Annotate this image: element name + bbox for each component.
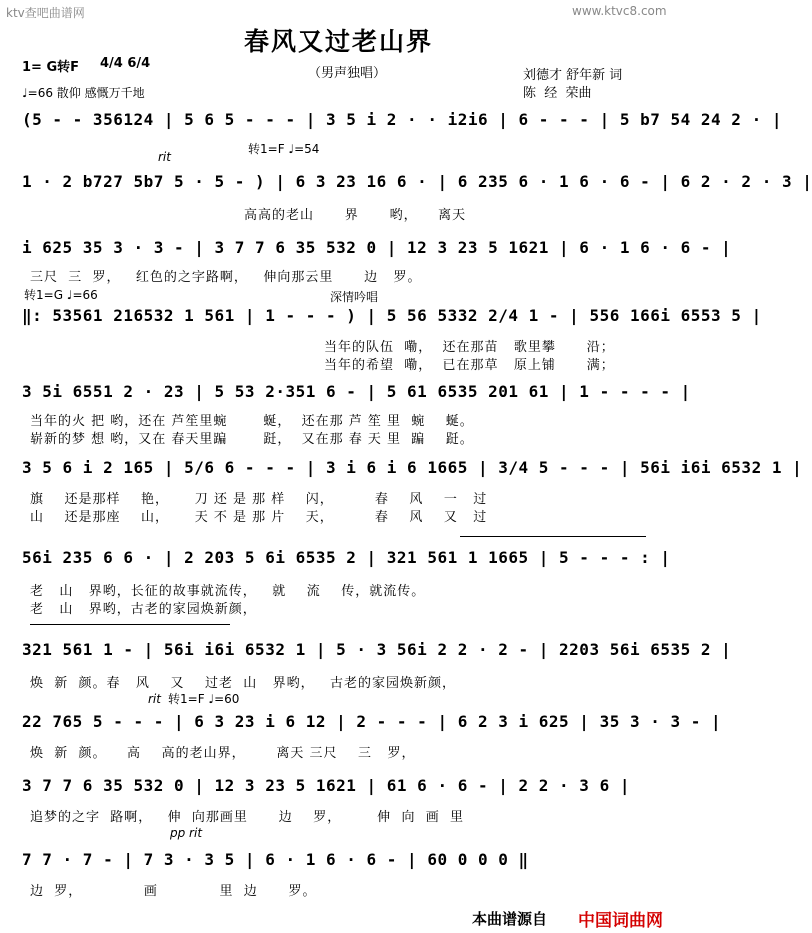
- pp-rit-mark: pp rit: [170, 826, 203, 840]
- lyric-row-10: 老 山 界哟，古老的家园焕新颜，: [30, 602, 257, 617]
- notation-row-10: 3 7 7 6 35 532 0 | 12 3 23 5 1621 | 61 6 · 6 - | 2 2 · 3 6 |: [22, 776, 630, 795]
- lyric-row-2: 三尺 三 罗， 红色的之字路啊， 伸向那云里 边 罗。: [30, 270, 422, 285]
- lyric-row-8: 山 还是那座 山， 天 不 是 那 片 天， 春 风 又 过: [30, 510, 488, 525]
- lyric-row-3: 当年的队伍 嘞， 还在那苗 歌里攀 沿；: [324, 340, 615, 355]
- lyric-row-5: 当年的火 把 哟，还在 芦笙里蜿 蜒， 还在那 芦 笙 里 蜿 蜒。: [30, 414, 474, 429]
- source-label: 本曲谱源自: [472, 910, 548, 928]
- lyric-row-7: 旗 还是那样 艳， 刀 还 是 那 样 闪， 春 风 一 过: [30, 492, 488, 507]
- notation-row-11: 7 7 · 7 - | 7 3 · 3 5 | 6 · 1 6 · 6 - | 60 0 0 0 ‖: [22, 850, 529, 869]
- expression-mark: 深情吟唱: [330, 290, 379, 304]
- site-right-watermark: www.ktvc8.com: [572, 4, 667, 18]
- key-change-3: 转1=F ♩=60: [168, 692, 240, 706]
- key-signature: 1= G转F: [22, 60, 80, 75]
- lyric-row-12: 焕 新 颜。 高 高的老山界， 离天 三尺 三 罗，: [30, 746, 416, 761]
- notation-row-6: 3 5 6 i 2 165 | 5/6 6 - - - | 3 i 6 i 6 1665 | 3/4 5 - - - | 56i i6i 6532 1 |: [22, 458, 803, 477]
- notation-row-8: 321 561 1 - | 56i i6i 6532 1 | 5 · 3 56i 2 2 · 2 - | 2203 56i 6535 2 |: [22, 640, 732, 659]
- rit-mark-1: rit: [158, 150, 171, 164]
- notation-row-5: 3 5i 6551 2 · 23 | 5 53 2·351 6 - | 5 61 6535 201 61 | 1 - - - - |: [22, 382, 691, 401]
- song-title: 春风又过老山界: [243, 27, 433, 56]
- volta-2-line: [30, 624, 230, 625]
- lyric-row-6: 崭新的梦 想 哟，又在 春天里蹁 跹， 又在那 春 天 里 蹁 跹。: [30, 432, 474, 447]
- lyric-row-13: 追梦的之字 路啊， 伸 向那画里 边 罗， 伸 向 画 里: [30, 810, 464, 825]
- key-change-2: 转1=G ♩=66: [24, 288, 98, 302]
- notation-row-9: 22 765 5 - - - | 6 3 23 i 6 12 | 2 - - - | 6 2 3 i 625 | 35 3 · 3 - |: [22, 712, 722, 731]
- composer-credit: 陈 经 荣曲: [523, 86, 592, 101]
- notation-row-4: ‖: 53561 216532 1 561 | 1 - - - ) | 5 56 5332 2/4 1 - | 556 166i 6553 5 |: [22, 306, 762, 325]
- tempo-marking: ♩=66 散仰 感慨万千地: [22, 86, 145, 100]
- key-change-1: 转1=F ♩=54: [248, 142, 320, 156]
- site-left-watermark: ktv查吧曲谱网: [6, 6, 85, 20]
- notation-row-2: 1 · 2 b727 5b7 5 · 5 - ) | 6 3 23 16 6 · | 6 235 6 · 1 6 · 6 - | 6 2 · 2 · 3 |: [22, 172, 812, 191]
- notation-row-1: (5 - - 356124 | 5 6 5 - - - | 3 5 i 2 · · i2i6 | 6 - - - | 5 b7 54 24 2 · |: [22, 110, 782, 129]
- lyric-row-9: 老 山 界哟，长征的故事就流传， 就 流 传，就流传。: [30, 584, 426, 599]
- notation-row-7: 56i 235 6 6 · | 2 203 5 6i 6535 2 | 321 561 1 1665 | 5 - - - : |: [22, 548, 671, 567]
- performance-type: （男声独唱）: [308, 66, 387, 81]
- lyric-row-11: 焕 新 颜。春 风 又 过老 山 界哟， 古老的家园焕新颜，: [30, 676, 457, 691]
- notation-row-3: i 625 35 3 · 3 - | 3 7 7 6 35 532 0 | 12 3 23 5 1621 | 6 · 1 6 · 6 - |: [22, 238, 732, 257]
- source-site-link[interactable]: 中国词曲网: [578, 911, 663, 931]
- rit-mark-2: rit: [148, 692, 161, 706]
- lyric-row-4: 当年的希望 嘞， 已在那草 原上铺 满；: [324, 358, 615, 373]
- lyric-row-1: 高高的老山 界 哟， 离天: [244, 208, 467, 223]
- lyricist-credit: 刘德才 舒年新 词: [523, 68, 623, 83]
- time-signature: 4/4 6/4: [100, 56, 151, 71]
- lyric-row-14: 边 罗， 画 里 边 罗。: [30, 884, 317, 899]
- volta-1-line: [460, 536, 646, 537]
